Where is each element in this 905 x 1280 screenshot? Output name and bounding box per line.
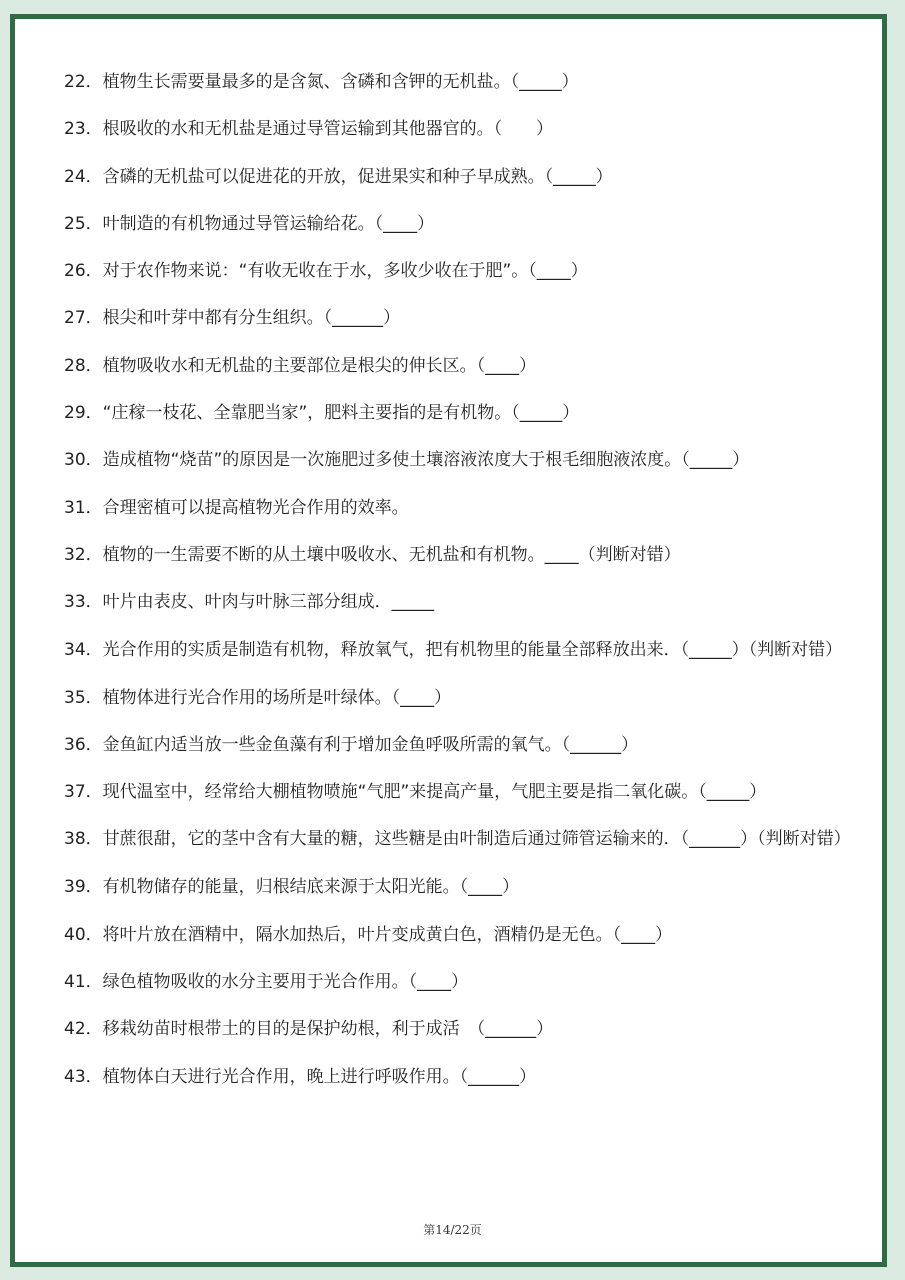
question-30: 30．造成植物“烧苗”的原因是一次施肥过多使土壤溶液浓度大于根毛细胞液浓度。（_____） xyxy=(64,450,750,471)
question-27: 27．根尖和叶芽中都有分生组织。（______） xyxy=(64,308,401,329)
question-23: 23．根吸收的水和无机盐是通过导管运输到其他器官的。（ ） xyxy=(64,119,554,140)
question-25: 25．叶制造的有机物通过导管运输给花。（____） xyxy=(64,213,435,234)
question-43: 43．植物体白天进行光合作用，晚上进行呼吸作用。（______） xyxy=(64,1066,537,1087)
question-38: 38．甘蔗很甜，它的茎中含有大量的糖，这些糖是由叶制造后通过筛管运输来的．（______）（判断对错） xyxy=(64,829,851,850)
page-number: 第14/22页 xyxy=(423,1223,482,1237)
question-34: 34．光合作用的实质是制造有机物，释放氧气，把有机物里的能量全部释放出来．（_____）（判断对错） xyxy=(64,639,843,660)
question-37: 37．现代温室中，经常给大棚植物喷施“气肥”来提高产量，气肥主要是指二氧化碳。（_____） xyxy=(64,782,767,803)
question-32: 32．植物的一生需要不断的从土壤中吸收水、无机盐和有机物。____（判断对错） xyxy=(64,544,681,565)
question-35: 35．植物体进行光合作用的场所是叶绿体。（____） xyxy=(64,687,452,708)
question-26: 26．对于农作物来说：“有收无收在于水，多收少收在于肥”。（____） xyxy=(64,261,588,282)
question-31: 31．合理密植可以提高植物光合作用的效率。 xyxy=(64,497,409,518)
question-40: 40．将叶片放在酒精中，隔水加热后，叶片变成黄白色，酒精仍是无色。（____） xyxy=(64,924,673,945)
question-42: 42．移栽幼苗时根带土的目的是保护幼根，利于成活 （______） xyxy=(64,1019,554,1040)
question-33: 33．叶片由表皮、叶肉与叶脉三部分组成．_____ xyxy=(64,592,435,613)
question-28: 28．植物吸收水和无机盐的主要部位是根尖的伸长区。（____） xyxy=(64,355,537,376)
question-24: 24．含磷的无机盐可以促进花的开放，促进果实和种子早成熟。（_____） xyxy=(64,166,613,187)
question-list xyxy=(52,70,852,1112)
question-36: 36．金鱼缸内适当放一些金鱼藻有利于增加金鱼呼吸所需的氧气。（______） xyxy=(64,734,639,755)
question-22: 22．植物生长需要量最多的是含氮、含磷和含钾的无机盐。（_____） xyxy=(64,72,579,92)
question-39: 39．有机物储存的能量，归根结底来源于太阳光能。（____） xyxy=(64,877,520,898)
question-41: 41．绿色植物吸收的水分主要用于光合作用。（____） xyxy=(64,972,469,993)
question-29: 29．“庄稼一枝花、全靠肥当家”，肥料主要指的是有机物。（_____） xyxy=(64,403,580,424)
